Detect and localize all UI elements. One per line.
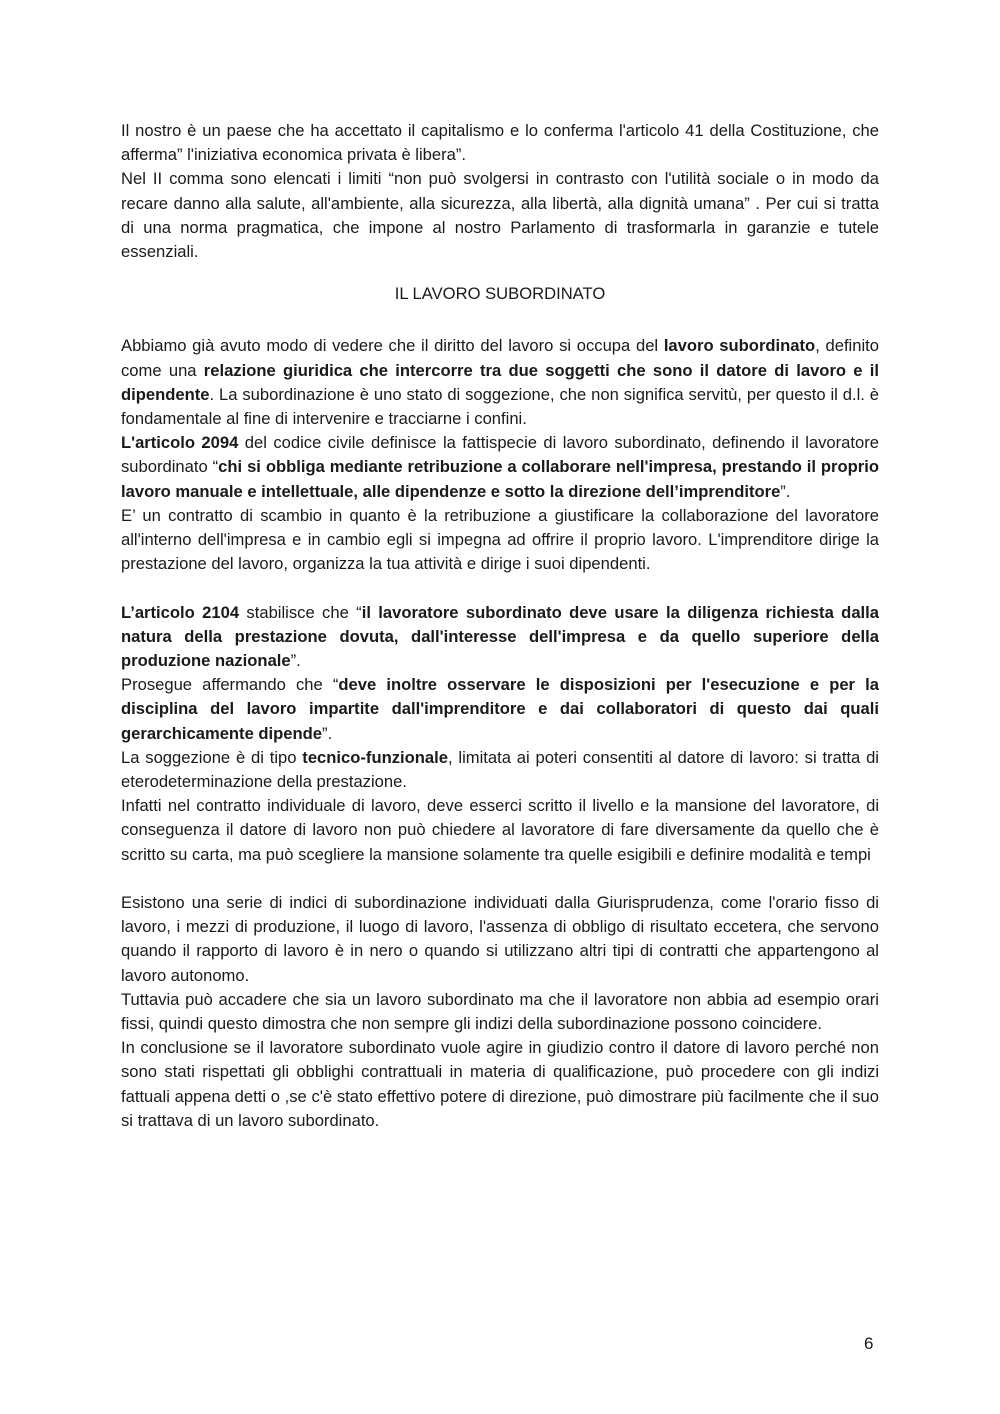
page-number: 6: [864, 1334, 874, 1353]
text-run: stabilisce che “: [239, 602, 362, 622]
section2-paragraph-4: Infatti nel contratto individuale di lavoro, deve esserci scritto il livello e la mansione del lavoratore, di conseguenza il datore di lavoro non può chiedere al lavoratore di fare diversamente da quello che è scritto su carta, ma può scegliere la mansione solamente tra quelle esigibili e definire modalità e tempi: [121, 796, 879, 864]
section3-paragraph-1: Esistono una serie di indici di subordinazione individuati dalla Giurisprudenza, come l'orario fisso di lavoro, i mezzi di produzione, il luogo di lavoro, l'assenza di obbligo di risultato eccetera, che servono quando il rapporto di lavoro è in nero o quando si utilizzano altri tipi di contratti che appartengono al lavoro autonomo.: [121, 893, 879, 985]
section1-paragraph-3: E’ un contratto di scambio in quanto è la retribuzione a giustificare la collaborazione del lavoratore all'interno dell'impresa e in cambio egli si impegna ad offrire il proprio lavoro. L'imprenditore dirige la prestazione del lavoro, organizza la tua attività e dirige i suoi dipendenti.: [121, 505, 879, 574]
section2-paragraph-1: [121, 601, 879, 674]
bold-run: L'articolo 2094: [121, 433, 239, 453]
section3-paragraph-3: In conclusione se il lavoratore subordinato vuole agire in giudizio contro il datore di lavoro perché non sono stati rispettati gli obblighi contrattuali in materia di qualificazione, può procedere con gli indizi fattuali appena detti o ,se c'è stato effettivo potere di direzione, può dimostrare più facilmente che il suo si trattava di un lavoro subordinato.: [121, 1038, 879, 1130]
text-run: La soggezione è di tipo: [121, 747, 303, 767]
bold-run: relazione giuridica che intercorre tra due soggetti che sono il datore di lavoro e il dipendente: [121, 360, 880, 404]
text-run: ”.: [780, 481, 791, 501]
text-run: del codice civile definisce la fattispecie di lavoro subordinato, definendo il lavoratore subordinato “: [121, 433, 880, 477]
bold-run: chi si obbliga mediante retribuzione a collaborare nell'impresa, prestando il proprio lavoro manuale e intellettuale, alle dipendenze e sotto la direzione dell’imprenditore: [121, 457, 879, 501]
bold-run: tecnico-funzionale: [302, 747, 448, 767]
section-heading: IL LAVORO SUBORDINATO: [394, 284, 606, 304]
text-run: Prosegue affermando che “: [121, 675, 339, 695]
text-run: Abbiamo già avuto modo di vedere che il diritto del lavoro si occupa del: [121, 336, 664, 356]
text-run: , limitata ai poteri consentiti al datore di lavoro: si tratta di eterodeterminazione della prestazione.: [121, 747, 879, 792]
section1-paragraph-2: [121, 431, 879, 504]
intro-paragraph-1: Il nostro è un paese che ha accettato il capitalismo e lo conferma l'articolo 41 della Costituzione, che afferma” l'iniziativa economica privata è libera”.: [121, 121, 879, 165]
bold-run: lavoro subordinato: [663, 336, 816, 356]
bold-run: deve inoltre osservare le disposizioni per l'esecuzione e per la disciplina del lavoro impartite dall'imprenditore e dai collaboratori di questo dai quali gerarchicamente dipende: [121, 675, 879, 743]
section3-paragraph-2: Tuttavia può accadere che sia un lavoro subordinato ma che il lavoratore non abbia ad esempio orari fissi, quindi questo dimostra che non sempre gli indizi della subordinazione possono coincidere.: [121, 989, 879, 1034]
document-body: [121, 119, 879, 1133]
intro-paragraph-2: Nel II comma sono elencati i limiti “non può svolgersi in contrasto con l'utilità sociale o in modo da recare danno alla salute, all'ambiente, alla sicurezza, alla libertà, alla dignità umana” . Per cui si tratta di una norma pragmatica, che impone al nostro Parlamento di trasformarla in garanzie e tutele essenziali.: [121, 169, 879, 262]
text-run: ”.: [322, 723, 333, 743]
bold-run: il lavoratore subordinato deve usare la diligenza richiesta dalla natura della prestazione dovuta, dall'interesse dell'impresa e da quello superiore della produzione nazionale: [121, 602, 879, 671]
text-run: . La subordinazione è uno stato di soggezione, che non significa servitù, per questo il d.l. è fondamentale al fine di intervenire e tracciarne i confini.: [121, 384, 879, 429]
text-run: , definito come una: [121, 336, 880, 380]
section1-paragraph-1: [121, 334, 879, 431]
bold-run: L’articolo 2104: [121, 602, 240, 622]
section2-paragraph-3: [121, 746, 879, 794]
text-run: ”.: [290, 651, 301, 671]
section2-paragraph-2: [121, 673, 879, 746]
